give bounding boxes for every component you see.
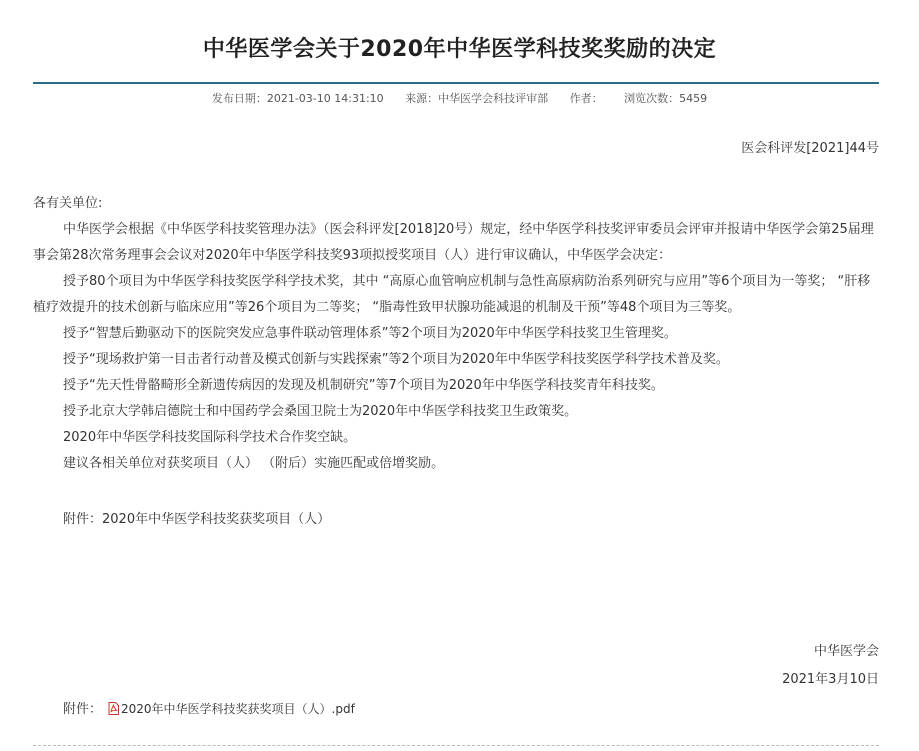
paragraph: 授予“智慧后勤驱动下的医院突发应急事件联动管理体系”等2个项目为2020年中华医学科技奖卫生管理奖。 xyxy=(63,326,677,341)
paragraph: 2020年中华医学科技奖国际科学技术合作奖空缺。 xyxy=(63,430,357,445)
document-number: 医会科评发[2021]44号 xyxy=(741,141,879,156)
article-body xyxy=(33,191,879,533)
attachment-row xyxy=(63,698,355,717)
view-count: 浏览次数：5459 xyxy=(624,92,708,105)
title-divider xyxy=(33,82,879,84)
attachment-label: 附件： xyxy=(63,702,103,717)
attachment-file-name: 2020年中华医学科技奖获奖项目（人）.pdf xyxy=(121,702,355,716)
bottom-divider xyxy=(33,745,879,746)
author: 作者： xyxy=(569,92,603,105)
source: 来源：中华医学会科技评审部 xyxy=(405,92,549,105)
publish-date: 发布日期：2021-03-10 14:31:10 xyxy=(211,92,384,105)
signature-org: 中华医学会 xyxy=(813,644,879,659)
paragraph: 授予北京大学韩启德院士和中国药学会桑国卫院士为2020年中华医学科技奖卫生政策奖。 xyxy=(63,404,578,419)
paragraph: 建议各相关单位对获奖项目（人） （附后）实施匹配或倍增奖励。 xyxy=(63,456,445,471)
pdf-file-icon xyxy=(108,702,119,715)
attachment-link[interactable] xyxy=(108,702,355,716)
article-meta xyxy=(0,90,919,106)
appendix-note: 附件：2020年中华医学科技奖获奖项目（人） xyxy=(63,512,331,527)
paragraph: 中华医学会根据《中华医学科技奖管理办法》（医会科评发[2018]20号）规定，经中华医学科技奖评审委员会评审并报请中华医学会第25届理事会第28次常务理事会会议对2020年中华医学科技奖93项拟授奖项目（人）进行审议确认，中华医学会决定： xyxy=(33,222,874,263)
salutation: 各有关单位: xyxy=(33,196,103,211)
paragraph: 授予“现场救护第一目击者行动普及模式创新与实践探索”等2个项目为2020年中华医学科技奖医学科学技术普及奖。 xyxy=(63,352,729,367)
paragraph: 授予“先天性骨骼畸形全新遗传病因的发现及机制研究”等7个项目为2020年中华医学科技奖青年科技奖。 xyxy=(63,378,664,393)
page-title: 中华医学会关于2020年中华医学科技奖奖励的决定 xyxy=(202,37,717,62)
signature-block xyxy=(782,638,879,694)
paragraph: 授予80个项目为中华医学科技奖医学科学技术奖，其中 “高原心血管响应机制与急性高原病防治系列研究与应用”等6个项目为一等奖； “肝移植疗效提升的技术创新与临床应用”等26个项目为二等奖； “脂毒性致甲状腺功能减退的机制及干预”等48个项目为三等奖。 xyxy=(33,274,871,315)
signature-date: 2021年3月10日 xyxy=(782,672,879,687)
